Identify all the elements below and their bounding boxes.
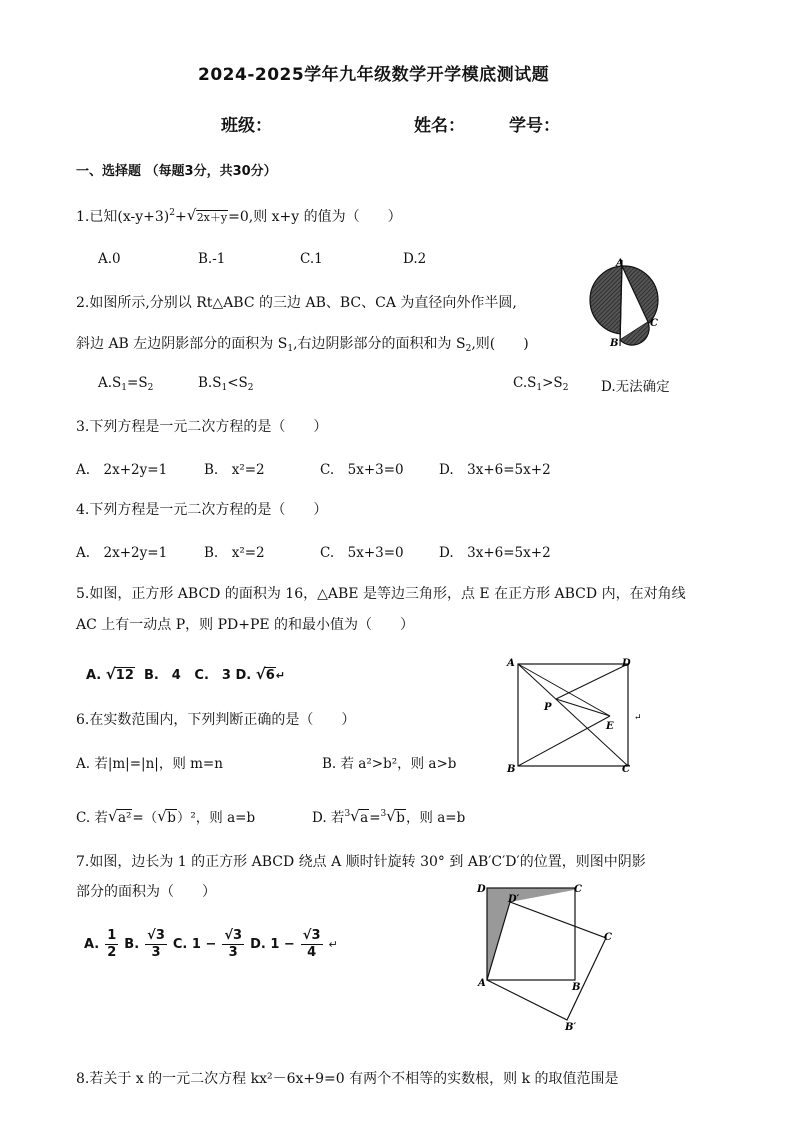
q6-d-eq: = xyxy=(369,810,381,826)
q4-option-c: C. 5x+3=0 xyxy=(320,545,404,561)
q7-d-den: 4 xyxy=(307,945,317,960)
q5-label-e: E xyxy=(606,721,614,732)
q2-line2-b: ,右边阴影部分的面积和为 S xyxy=(293,336,466,352)
q7-label-d: D xyxy=(477,884,486,895)
q7-line-2: 部分的面积为（ ） xyxy=(76,884,216,900)
q2-label-a: A xyxy=(616,258,624,269)
q5-label-a: A xyxy=(507,658,515,669)
q5-label-d: D xyxy=(622,658,631,669)
q2-line2-c: ,则( ) xyxy=(471,336,529,352)
q1-option-a: A.0 xyxy=(98,251,121,267)
q7-b-num: √3 xyxy=(147,928,165,943)
q2-c-sub1: 1 xyxy=(536,383,543,393)
q7-d-num: √3 xyxy=(302,928,321,943)
q7-square-rotated xyxy=(487,902,606,1020)
question-6: 6.在实数范围内，下列判断正确的是（ ） xyxy=(76,712,356,728)
q7-option-b: B. xyxy=(124,937,140,952)
q6-c-radicand-2: b xyxy=(167,810,176,826)
q6-d-index: 3 xyxy=(344,809,351,819)
q2-line-1: 2.如图所示,分别以 Rt△ABC 的三边 AB、BC、CA 为直径向外作半圆, xyxy=(76,295,517,311)
q7-option-a: A. xyxy=(84,937,100,952)
q2-option-c xyxy=(513,375,568,393)
q4-option-b: B. x²=2 xyxy=(204,545,265,561)
q5-option-d-radicand: 6 xyxy=(265,668,275,683)
q5-option-a-radical: √ 12 xyxy=(105,665,134,683)
q7-option-a-fraction xyxy=(105,928,118,961)
q7-line-1: 7.如图，边长为 1 的正方形 ABCD 绕点 A 顺时针旋转 30° 到 AB′C′D′的位置，则图中阴影 xyxy=(76,854,646,870)
q5-line-2: AC 上有一动点 P，则 PD+PE 的和最小值为（ ） xyxy=(76,617,415,633)
q6-d-radical-2: √ b xyxy=(386,807,405,826)
q4-option-a: A. 2x+2y=1 xyxy=(76,545,168,561)
q6-d-pre: D. 若 xyxy=(312,810,345,826)
q5-line-ae xyxy=(518,664,610,716)
q5-return-mark: ↵ xyxy=(275,669,286,682)
q2-a-pre: A.S xyxy=(98,375,122,391)
q5-options xyxy=(86,664,285,683)
q1-radical: √ 2x＋y xyxy=(186,206,228,224)
q1-option-d: D.2 xyxy=(403,251,427,267)
question-4: 4.下列方程是一元二次方程的是（ ） xyxy=(76,502,328,518)
q7-label-c: C xyxy=(574,884,582,895)
q6-option-a: A. 若|m|=|n|，则 m=n xyxy=(76,756,223,772)
student-id-label: 学号： xyxy=(509,116,560,136)
q3-option-d: D. 3x+6=5x+2 xyxy=(439,462,551,478)
q7-option-c: C. 1 − xyxy=(172,937,217,952)
q7-b-den: 3 xyxy=(151,945,161,960)
q3-option-b: B. x²=2 xyxy=(204,462,265,478)
q5-option-d-radical: √ 6 xyxy=(255,665,275,683)
q2-label-b: B xyxy=(610,338,619,349)
q6-d-radicand-2: b xyxy=(396,810,405,826)
q2-a-mid: =S xyxy=(127,375,148,391)
q7-c-den: 3 xyxy=(228,945,238,960)
q7-option-d: D. 1 − xyxy=(250,937,295,952)
q4-option-d: D. 3x+6=5x+2 xyxy=(439,545,551,561)
q2-sub-1: 1 xyxy=(287,344,294,354)
question-8: 8.若关于 x 的一元二次方程 kx²－6x+9=0 有两个不相等的实数根，则 k 的取值范围是 xyxy=(76,1071,619,1087)
q2-line2-a: 斜边 AB 左边阴影部分的面积为 S xyxy=(76,336,288,352)
q6-d-index-2: 3 xyxy=(380,809,387,819)
q5-diagonal-ac xyxy=(518,664,628,766)
q6-d-radical: √ a xyxy=(350,807,369,826)
q7-options xyxy=(84,928,338,961)
q7-option-b-fraction xyxy=(145,928,167,961)
q2-line-2 xyxy=(76,333,529,354)
q5-label-p: P xyxy=(544,702,552,713)
q1-text: 1.已知(x-y+3) xyxy=(76,209,170,225)
q1-radicand: 2x＋y xyxy=(196,211,228,224)
q6-c-mid: =（ xyxy=(132,810,158,826)
q5-label-b: B xyxy=(507,764,516,775)
q1-option-b: B.-1 xyxy=(198,251,226,267)
q7-label-d-prime: D′ xyxy=(508,894,520,905)
section-heading: 一、选择题 （每题3分，共30分） xyxy=(76,164,277,179)
q2-figure xyxy=(586,256,666,352)
q7-c-num: √3 xyxy=(224,928,243,943)
q5-label-c: C xyxy=(622,764,630,775)
q5-line-be xyxy=(518,716,610,766)
q7-a-den: 2 xyxy=(107,945,117,960)
q5-figure-return-mark: ↵ xyxy=(634,713,642,723)
q7-option-c-fraction xyxy=(222,928,244,961)
q2-c-sub2: 2 xyxy=(562,383,569,393)
q2-b-sub2: 2 xyxy=(247,383,254,393)
q7-label-b: B xyxy=(572,982,581,993)
q6-c-post: ）²，则 a=b xyxy=(176,810,256,826)
q6-c-radical: √ a² xyxy=(107,807,132,826)
q5-line-1: 5.如图，正方形 ABCD 的面积为 16，△ABE 是等边三角形，点 E 在正方形 ABCD 内，在对角线 xyxy=(76,586,686,602)
q7-return-mark: ↵ xyxy=(328,938,338,951)
q5-option-d: D. xyxy=(235,668,252,683)
q2-option-b xyxy=(198,375,254,393)
q1-suffix: =0,则 x+y 的值为（ ） xyxy=(228,209,402,225)
q2-c-mid: >S xyxy=(542,375,563,391)
q2-a-sub2: 2 xyxy=(147,383,154,393)
q7-label-a: A xyxy=(478,978,486,989)
q2-c-pre: C.S xyxy=(513,375,537,391)
question-3: 3.下列方程是一元二次方程的是（ ） xyxy=(76,419,328,435)
q2-b-mid: <S xyxy=(227,375,248,391)
q6-c-radicand: a² xyxy=(117,810,132,826)
name-label: 姓名： xyxy=(414,116,465,136)
q7-figure xyxy=(470,878,620,1034)
q2-option-d: D.无法确定 xyxy=(601,379,670,395)
class-label: 班级： xyxy=(221,116,272,136)
q5-option-c: C. 3 xyxy=(194,668,231,683)
q7-label-c-prime: C xyxy=(604,932,612,943)
q7-a-num: 1 xyxy=(107,928,117,943)
q1-option-c: C.1 xyxy=(300,251,323,267)
q5-line-pe xyxy=(556,699,610,716)
q3-option-c: C. 5x+3=0 xyxy=(320,462,404,478)
q2-b-pre: B.S xyxy=(198,375,222,391)
q1-exponent: 2 xyxy=(169,208,175,218)
q5-option-a-radicand: 12 xyxy=(115,668,134,683)
q5-option-a: A. xyxy=(86,668,102,683)
q1-plus: + xyxy=(174,209,187,225)
q6-option-d xyxy=(312,806,465,826)
q6-d-post: ，则 a=b xyxy=(405,810,466,826)
q6-d-radicand: a xyxy=(360,810,369,826)
q5-option-b: B. 4 xyxy=(143,668,181,683)
q5-line-pd xyxy=(556,664,628,699)
q7-option-d-fraction xyxy=(301,928,323,961)
q2-option-a xyxy=(98,375,153,393)
q3-option-a: A. 2x+2y=1 xyxy=(76,462,168,478)
page-title: 2024-2025学年九年级数学开学模底测试题 xyxy=(198,65,550,85)
q2-b-sub1: 1 xyxy=(221,383,228,393)
q6-option-c xyxy=(76,806,255,826)
q2-a-sub1: 1 xyxy=(121,383,128,393)
q7-label-b-prime: B′ xyxy=(565,1022,577,1033)
q6-c-radical-2: √ b xyxy=(157,807,176,826)
q2-label-c: C xyxy=(650,318,658,329)
q6-c-pre: C. 若 xyxy=(76,810,108,826)
q2-sub-2: 2 xyxy=(465,344,472,354)
q6-option-b: B. 若 a²>b²，则 a>b xyxy=(322,756,457,772)
question-1 xyxy=(76,206,402,226)
q5-figure xyxy=(500,654,650,776)
